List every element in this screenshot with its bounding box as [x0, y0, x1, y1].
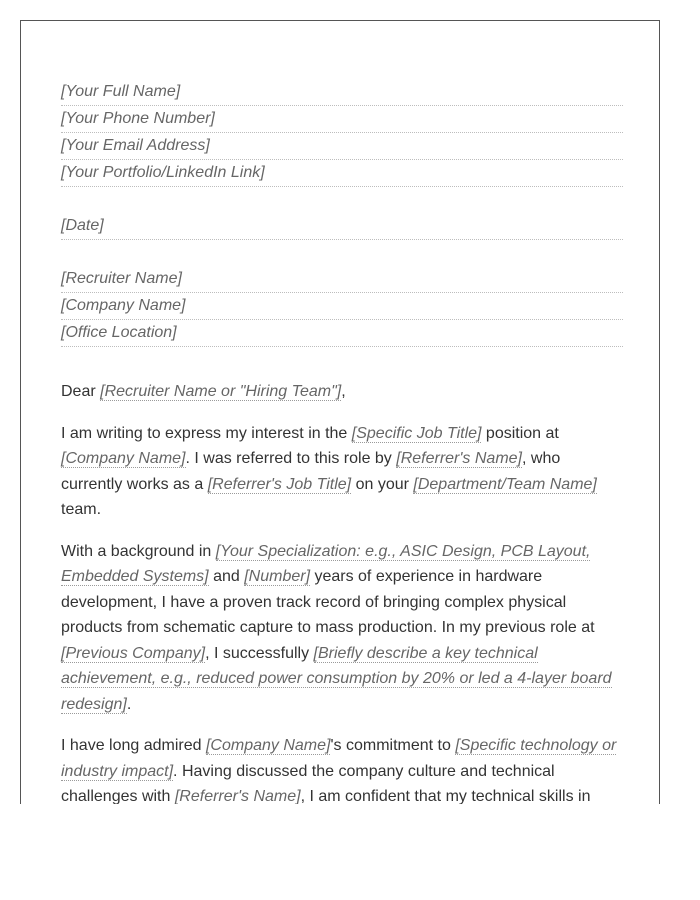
sender-phone-field[interactable]: [Your Phone Number] [61, 106, 623, 133]
text-run: I have long admired [61, 737, 206, 754]
salutation [61, 379, 623, 405]
referrer-job-title-placeholder[interactable]: [Referrer's Job Title] [207, 475, 352, 493]
technology-impact-placeholder[interactable]: [Specific technology or industry impact] [61, 737, 617, 780]
referrer-name-placeholder[interactable]: [Referrer's Name] [174, 788, 301, 804]
paragraph-background [61, 539, 623, 718]
date-field[interactable]: [Date] [61, 213, 623, 240]
text-run: I am writing to express my interest in the [61, 424, 352, 442]
specialization-placeholder[interactable]: [Your Specialization: e.g., ASIC Design, PCB Layout, Embedded Systems] [61, 542, 591, 585]
sender-email-field[interactable]: [Your Email Address] [61, 133, 623, 160]
salutation-prefix: Dear [61, 383, 101, 400]
company-name-placeholder[interactable]: [Company Name] [61, 450, 186, 467]
sender-name-field[interactable]: [Your Full Name] [61, 79, 623, 106]
text-run: . [126, 695, 132, 713]
text-run: With a background in [61, 542, 216, 560]
years-number-placeholder[interactable]: [Number] [244, 568, 311, 585]
previous-company-placeholder[interactable]: [Previous Company] [61, 644, 206, 662]
text-run: team. [61, 501, 102, 518]
text-run: position at [481, 424, 559, 442]
paragraph-motivation [61, 733, 623, 804]
recipient-company-field[interactable]: [Company Name] [61, 293, 623, 320]
recipient-name-field[interactable]: [Recruiter Name] [61, 266, 623, 293]
text-run: on your [351, 475, 414, 493]
salutation-suffix: , [341, 383, 346, 400]
text-run: . Having discussed the company culture and technical challenges with [61, 762, 555, 804]
text-run: . I was referred to this role by [185, 450, 397, 467]
date-block [61, 213, 623, 240]
achievement-placeholder[interactable]: [Briefly describe a key technical achievement, e.g., reduced power consumption by 20% or led a 4-layer board redesign] [61, 644, 612, 713]
job-title-placeholder[interactable]: [Specific Job Title] [351, 424, 482, 442]
letter-page [20, 20, 660, 804]
text-run: , I successfully [205, 644, 314, 662]
recipient-location-field[interactable]: [Office Location] [61, 320, 623, 347]
company-name-placeholder[interactable]: [Company Name] [205, 737, 331, 754]
sender-block [61, 79, 623, 187]
text-run: , who currently works as a [61, 450, 561, 493]
recipient-block [61, 266, 623, 347]
paragraph-intro [61, 421, 623, 523]
referrer-name-placeholder[interactable]: [Referrer's Name] [396, 450, 522, 467]
salutation-placeholder[interactable]: [Recruiter Name or "Hiring Team"] [100, 383, 342, 400]
department-placeholder[interactable]: [Department/Team Name] [413, 475, 597, 493]
text-run: years of experience in hardware development, I have a proven track record of bringing complex physical products from schematic capture to mass production. In my previous role at [61, 568, 595, 636]
letter-body [61, 79, 623, 804]
text-run: , I am confident that my technical skills in [300, 788, 591, 804]
text-run: 's commitment to [330, 737, 456, 754]
text-run: and [208, 568, 245, 585]
sender-portfolio-field[interactable]: [Your Portfolio/LinkedIn Link] [61, 160, 623, 187]
